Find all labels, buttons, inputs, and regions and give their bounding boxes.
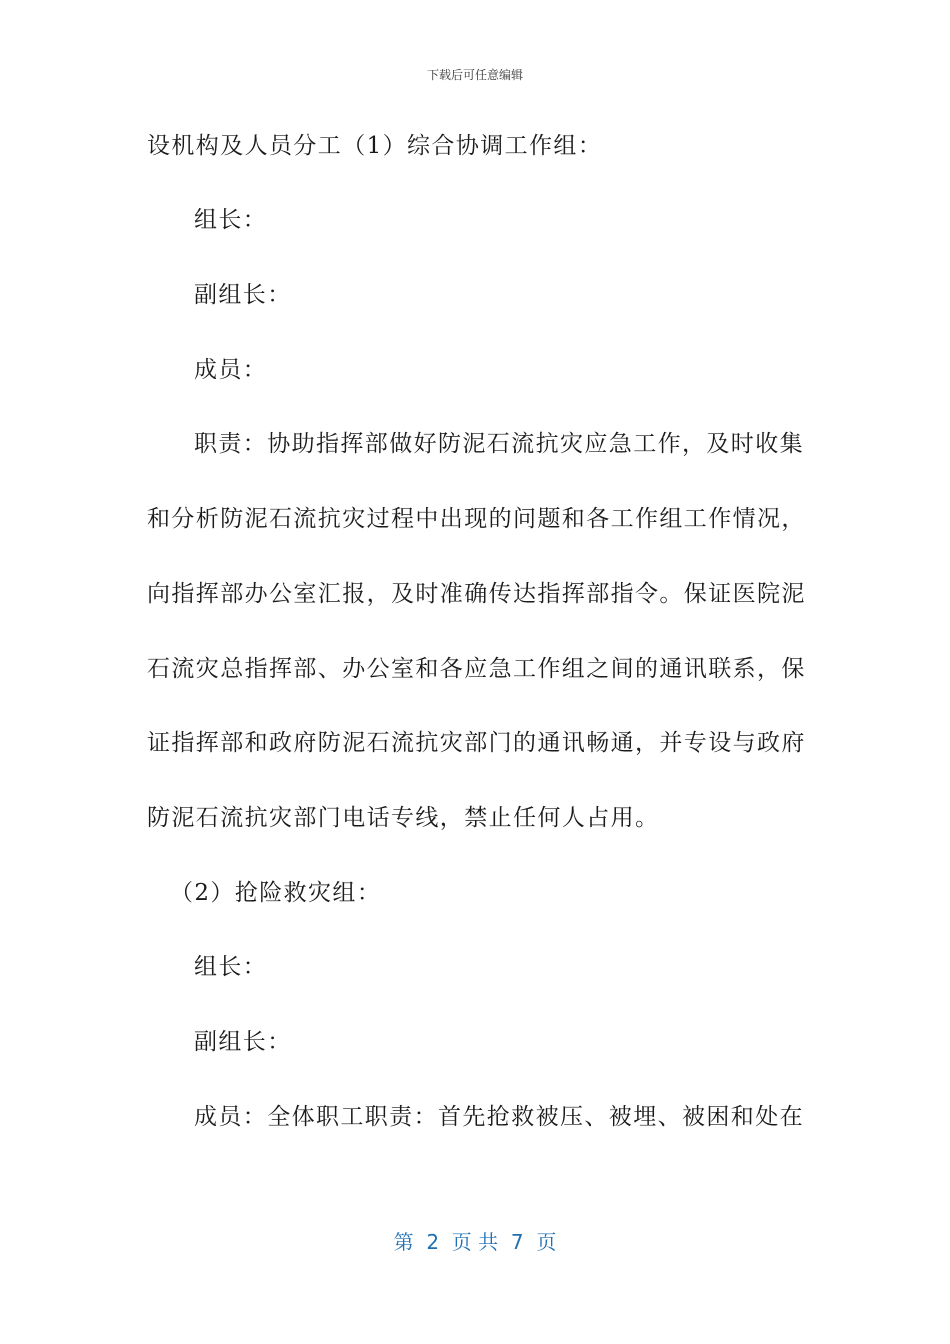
text-line-10: 防泥石流抗灾部门电话专线，禁止任何人占用。 bbox=[147, 805, 660, 831]
text-line-13: 副组长： bbox=[194, 1029, 292, 1055]
text-line-1: 设机构及人员分工（1）综合协调工作组： bbox=[147, 133, 603, 159]
text-line-8: 石流灾总指挥部、办公室和各应急工作组之间的通讯联系，保 bbox=[147, 656, 806, 682]
text-line-6: 和分析防泥石流抗灾过程中出现的问题和各工作组工作情况， bbox=[147, 506, 806, 532]
text-line-12: 组长： bbox=[194, 954, 268, 980]
page-header-note: 下载后可任意编辑 bbox=[426, 68, 523, 82]
text-line-5: 职责：协助指挥部做好防泥石流抗灾应急工作，及时收集 bbox=[194, 431, 804, 457]
text-line-4: 成员： bbox=[194, 357, 268, 383]
text-line-9: 证指挥部和政府防泥石流抗灾部门的通讯畅通，并专设与政府 bbox=[147, 730, 806, 756]
text-line-11: （2）抢险救灾组： bbox=[170, 880, 382, 906]
text-line-2: 组长： bbox=[194, 207, 268, 233]
page-number-footer: 第 2 页 共 7 页 bbox=[393, 1230, 557, 1254]
text-line-7: 向指挥部办公室汇报，及时准确传达指挥部指令。保证医院泥 bbox=[147, 581, 806, 607]
text-line-3: 副组长： bbox=[194, 282, 292, 308]
text-line-14: 成员：全体职工职责：首先抢救被压、被埋、被困和处在 bbox=[194, 1104, 804, 1130]
